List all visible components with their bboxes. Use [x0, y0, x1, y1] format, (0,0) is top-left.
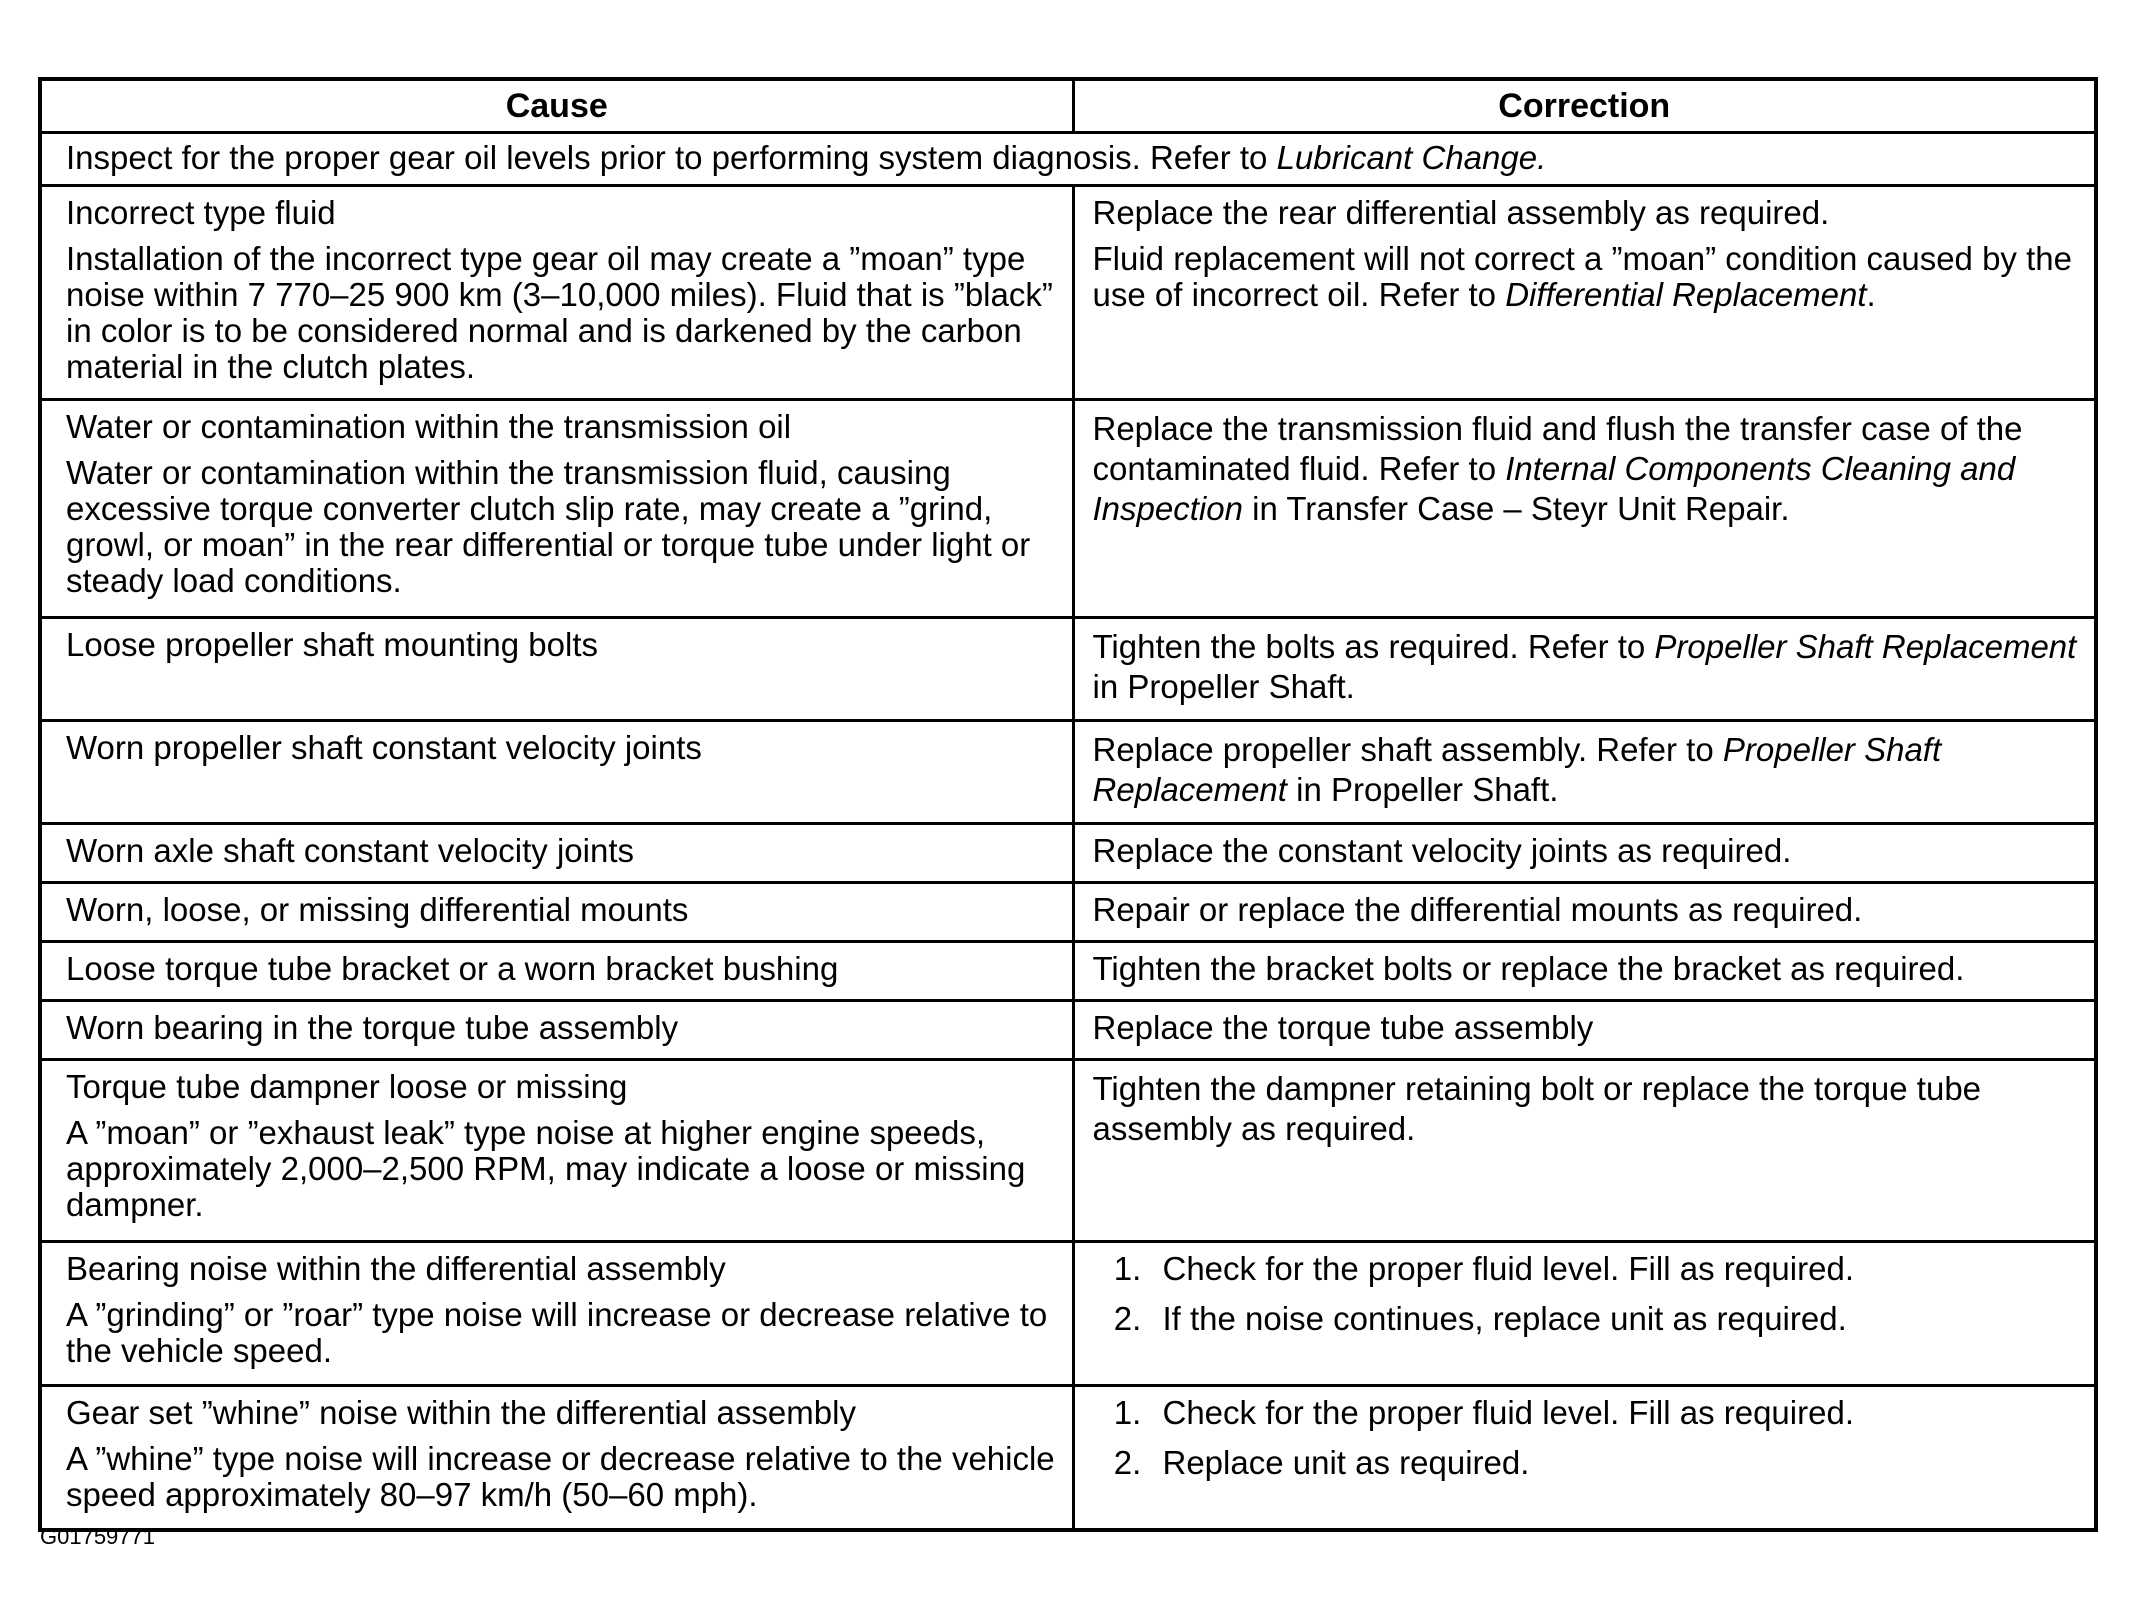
cause-cell: [40, 942, 1073, 1001]
correction-step: 2. If the noise continues, replace unit as required.: [1151, 1301, 2081, 1337]
correction-cell: [1073, 942, 2096, 1001]
cause-title: Bearing noise within the differential assembly: [66, 1250, 726, 1287]
table-row: [40, 618, 2096, 721]
cause-cell: [40, 883, 1073, 942]
correction-text: Tighten the bracket bolts or replace the bracket as required.: [1092, 950, 1965, 987]
cause-cell: [40, 400, 1073, 618]
correction-text: Replace the transmission fluid and flush the transfer case of the contaminated fluid. Refer to Internal Components Cleaning and Inspection in Transfer Case – Steyr Unit Repair.: [1092, 410, 2023, 527]
correction-cell: [1073, 186, 2096, 400]
correction-text: Tighten the dampner retaining bolt or replace the torque tube assembly as required.: [1092, 1070, 1982, 1147]
correction-text: Replace the torque tube assembly: [1092, 1009, 1594, 1046]
correction-reference: Propeller Shaft Replacement: [1654, 628, 2077, 665]
header-cause: Cause: [40, 79, 1073, 133]
correction-cell: [1073, 1386, 2096, 1530]
correction-step: 1. Check for the proper fluid level. Fill as required.: [1151, 1251, 2081, 1287]
cause-text: Worn, loose, or missing differential mounts: [66, 891, 689, 928]
header-row: [40, 79, 2096, 133]
cause-title: Gear set ”whine” noise within the differential assembly: [66, 1394, 856, 1431]
table-row: [40, 1386, 2096, 1530]
correction-cell: [1073, 883, 2096, 942]
correction-text: Repair or replace the differential mounts as required.: [1092, 891, 1863, 928]
cause-title: Torque tube dampner loose or missing: [66, 1068, 628, 1105]
cause-description: Water or contamination within the transmission fluid, causing excessive torque converter clutch slip rate, may create a ”grind, growl, or moan” in the rear differential or torque tube under light or steady load conditions.: [66, 454, 1031, 599]
cause-cell: [40, 1001, 1073, 1060]
header-correction: Correction: [1073, 79, 2096, 133]
table-row: [40, 942, 2096, 1001]
cause-cell: [40, 618, 1073, 721]
correction-text: Fluid replacement will not correct a ”moan” condition caused by the use of incorrect oil. Refer to Differential Replacement.: [1092, 240, 2072, 313]
cause-cell: [40, 721, 1073, 824]
table-row: [40, 1060, 2096, 1242]
cause-title: Water or contamination within the transmission oil: [66, 408, 792, 445]
table-row: [40, 883, 2096, 942]
correction-steps: [1093, 1395, 2081, 1481]
cause-cell: [40, 1386, 1073, 1530]
cause-text: Loose propeller shaft mounting bolts: [66, 626, 598, 663]
correction-text: Tighten the bolts as required. Refer to Propeller Shaft Replacement in Propeller Shaft.: [1092, 628, 2077, 705]
table-row: [40, 824, 2096, 883]
correction-reference: Differential Replacement: [1505, 276, 1867, 313]
cause-text: Worn bearing in the torque tube assembly: [66, 1009, 679, 1046]
cause-description: A ”whine” type noise will increase or decrease relative to the vehicle speed approximately 80–97 km/h (50–60 mph).: [66, 1440, 1055, 1513]
cause-cell: [40, 824, 1073, 883]
cause-text: Worn axle shaft constant velocity joints: [66, 832, 634, 869]
figure-id: G01759771: [40, 1524, 155, 1549]
note-reference: Lubricant Change.: [1276, 139, 1547, 176]
correction-cell: [1073, 824, 2096, 883]
correction-cell: [1073, 400, 2096, 618]
cause-description: A ”moan” or ”exhaust leak” type noise at higher engine speeds, approximately 2,000–2,500 RPM, may indicate a loose or missing dampner.: [66, 1114, 1026, 1223]
table-row: [40, 1001, 2096, 1060]
cause-text: Loose torque tube bracket or a worn bracket bushing: [66, 950, 839, 987]
correction-text: Replace propeller shaft assembly. Refer to Propeller Shaft Replacement in Propeller Shaft.: [1092, 731, 1942, 808]
diagnosis-table: [38, 77, 2098, 1532]
correction-cell: [1073, 1001, 2096, 1060]
table-row: [40, 721, 2096, 824]
table-row: [40, 400, 2096, 618]
note-text: Inspect for the proper gear oil levels prior to performing system diagnosis. Refer to: [66, 139, 1277, 176]
correction-reference: Propeller Shaft Replacement: [1092, 731, 1942, 808]
cause-description: Installation of the incorrect type gear oil may create a ”moan” type noise within 7 770–25 900 km (3–10,000 miles). Fluid that is ”black” in color is to be considered normal and is darkened by the carbon material in the clutch plates.: [66, 240, 1053, 385]
note-cell: [40, 133, 2096, 186]
correction-cell: [1073, 721, 2096, 824]
correction-steps: [1093, 1251, 2081, 1337]
correction-reference: Internal Components Cleaning and Inspection: [1092, 450, 2016, 527]
correction-cell: [1073, 1060, 2096, 1242]
table-row: [40, 186, 2096, 400]
cause-cell: [40, 186, 1073, 400]
table-row: [40, 1242, 2096, 1386]
correction-step: 2. Replace unit as required.: [1151, 1445, 2081, 1481]
cause-title: Incorrect type fluid: [66, 194, 336, 231]
correction-cell: [1073, 618, 2096, 721]
correction-text: Replace the rear differential assembly as required.: [1092, 194, 1830, 231]
cause-cell: [40, 1060, 1073, 1242]
correction-step: 1. Check for the proper fluid level. Fill as required.: [1151, 1395, 2081, 1431]
note-row: [40, 133, 2096, 186]
correction-cell: [1073, 1242, 2096, 1386]
cause-description: A ”grinding” or ”roar” type noise will increase or decrease relative to the vehicle speed.: [66, 1296, 1048, 1369]
cause-text: Worn propeller shaft constant velocity joints: [66, 729, 702, 766]
correction-text: Replace the constant velocity joints as required.: [1092, 832, 1792, 869]
cause-cell: [40, 1242, 1073, 1386]
